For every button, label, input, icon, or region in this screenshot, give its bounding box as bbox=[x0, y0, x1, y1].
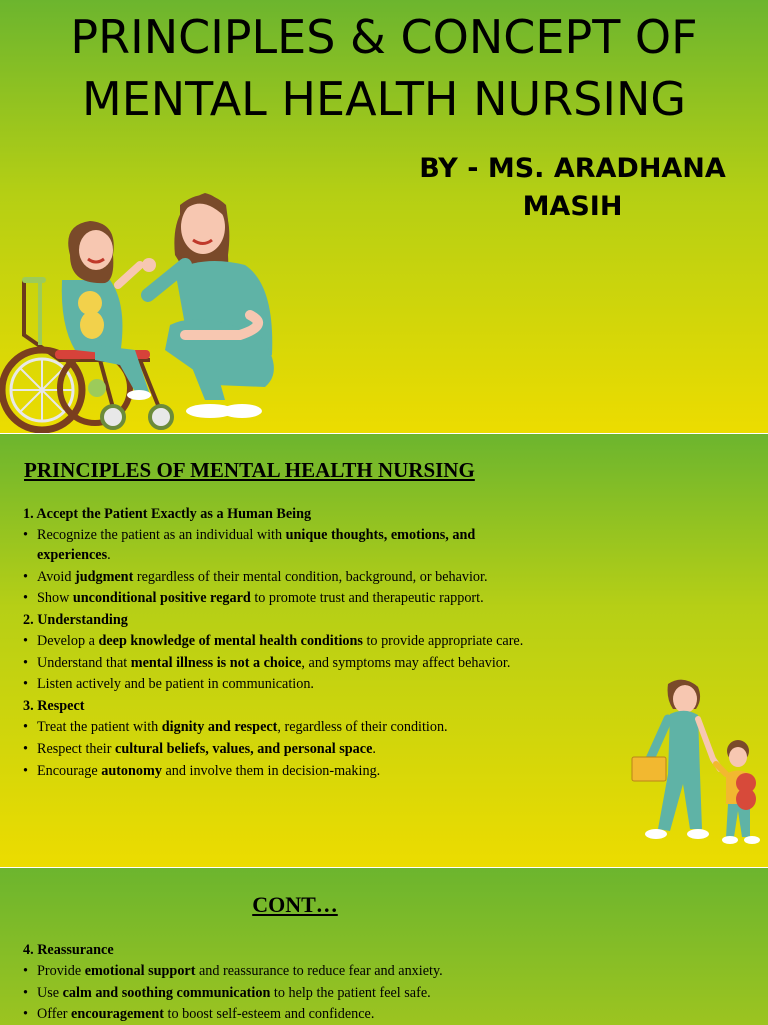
bullet-emphasis-text: mental illness is not a choice bbox=[130, 654, 302, 671]
bullet-text: Show bbox=[37, 590, 73, 607]
bullet-item bbox=[23, 653, 543, 673]
bullet-text: Encourage bbox=[37, 762, 102, 779]
principles-slide bbox=[0, 434, 768, 867]
bullet-emphasis-text: emotional support bbox=[84, 963, 196, 979]
bullet-item bbox=[23, 739, 543, 759]
nurse-with-child-in-wheelchair-illustration bbox=[0, 185, 290, 433]
byline-line-2: MASIH bbox=[522, 191, 623, 222]
bullet-text: , and symptoms may affect behavior. bbox=[301, 654, 511, 671]
bullet-item bbox=[23, 674, 543, 694]
bullet-list bbox=[23, 525, 543, 608]
bullet-item bbox=[23, 525, 543, 565]
bullet-list bbox=[23, 631, 543, 694]
bullet-list bbox=[23, 961, 543, 1024]
bullet-text: Listen actively and be patient in communication. bbox=[37, 676, 314, 693]
principle-heading: 3. Respect bbox=[23, 698, 85, 715]
bullet-text: to help the patient feel safe. bbox=[270, 984, 431, 1001]
bullet-text: Provide bbox=[37, 963, 85, 979]
bullet-item bbox=[23, 1004, 543, 1024]
principle-heading: 1. Accept the Patient Exactly as a Human Being bbox=[23, 506, 312, 522]
bullet-emphasis-text: calm and soothing communication bbox=[62, 984, 271, 1001]
title-line-1: PRINCIPLES & CONCEPT OF bbox=[70, 10, 698, 64]
bullet-item bbox=[23, 983, 543, 1003]
bullet-text: and reassurance to reduce fear and anxiety. bbox=[195, 963, 443, 979]
bullet-text: Use bbox=[37, 984, 63, 1001]
bullet-list bbox=[23, 717, 543, 780]
bullet-text: . bbox=[372, 740, 376, 757]
slide-title bbox=[0, 6, 768, 130]
bullet-text: Avoid bbox=[37, 568, 75, 585]
principle-heading: 4. Reassurance bbox=[23, 942, 114, 958]
bullet-item bbox=[23, 631, 543, 651]
bullet-emphasis-text: encouragement bbox=[71, 1006, 164, 1023]
bullet-item bbox=[23, 567, 543, 587]
continuation-slide bbox=[0, 868, 768, 1025]
byline-line-1: BY - MS. ARADHANA bbox=[419, 153, 726, 184]
bullet-text: regardless of their mental condition, background, or behavior. bbox=[133, 568, 488, 585]
bullet-text: Offer bbox=[37, 1006, 72, 1023]
bullet-emphasis-text: autonomy bbox=[101, 762, 162, 779]
bullet-text: to promote trust and therapeutic rapport. bbox=[250, 590, 484, 607]
bullet-text: Treat the patient with bbox=[37, 719, 162, 736]
bullet-text: . bbox=[107, 547, 111, 563]
bullet-item bbox=[23, 761, 543, 781]
bullet-text: , regardless of their condition. bbox=[277, 719, 448, 736]
bullet-text: and involve them in decision-making. bbox=[161, 762, 381, 779]
principles-heading: PRINCIPLES OF MENTAL HEALTH NURSING bbox=[24, 458, 475, 482]
bullet-item bbox=[23, 588, 543, 608]
bullet-text: to provide appropriate care. bbox=[362, 633, 524, 650]
bullet-text: Understand that bbox=[37, 654, 131, 671]
nurse-walking-with-child-illustration bbox=[628, 679, 768, 867]
bullet-emphasis-text: dignity and respect bbox=[161, 719, 278, 736]
bullet-emphasis-text: deep knowledge of mental health conditions bbox=[98, 633, 363, 650]
bullet-text: Respect their bbox=[37, 740, 116, 757]
bullet-emphasis-text: unique thoughts, emotions, and experiences bbox=[37, 527, 476, 563]
author-byline bbox=[405, 150, 740, 226]
bullet-emphasis-text: unconditional positive regard bbox=[72, 590, 251, 607]
bullet-item bbox=[23, 961, 543, 981]
bullet-text: to boost self-esteem and confidence. bbox=[164, 1006, 375, 1023]
title-slide bbox=[0, 0, 768, 433]
title-line-2: MENTAL HEALTH NURSING bbox=[82, 72, 686, 126]
bullet-text: Recognize the patient as an individual with bbox=[37, 527, 286, 543]
principle-heading: 2. Understanding bbox=[23, 612, 128, 629]
bullet-text: Develop a bbox=[37, 633, 99, 650]
principles-content bbox=[23, 502, 543, 782]
bullet-emphasis-text: cultural beliefs, values, and personal space bbox=[115, 740, 373, 757]
bullet-item bbox=[23, 717, 543, 737]
continuation-heading: CONT… bbox=[252, 892, 338, 917]
continuation-content bbox=[23, 938, 543, 1025]
bullet-emphasis-text: judgment bbox=[74, 568, 134, 585]
